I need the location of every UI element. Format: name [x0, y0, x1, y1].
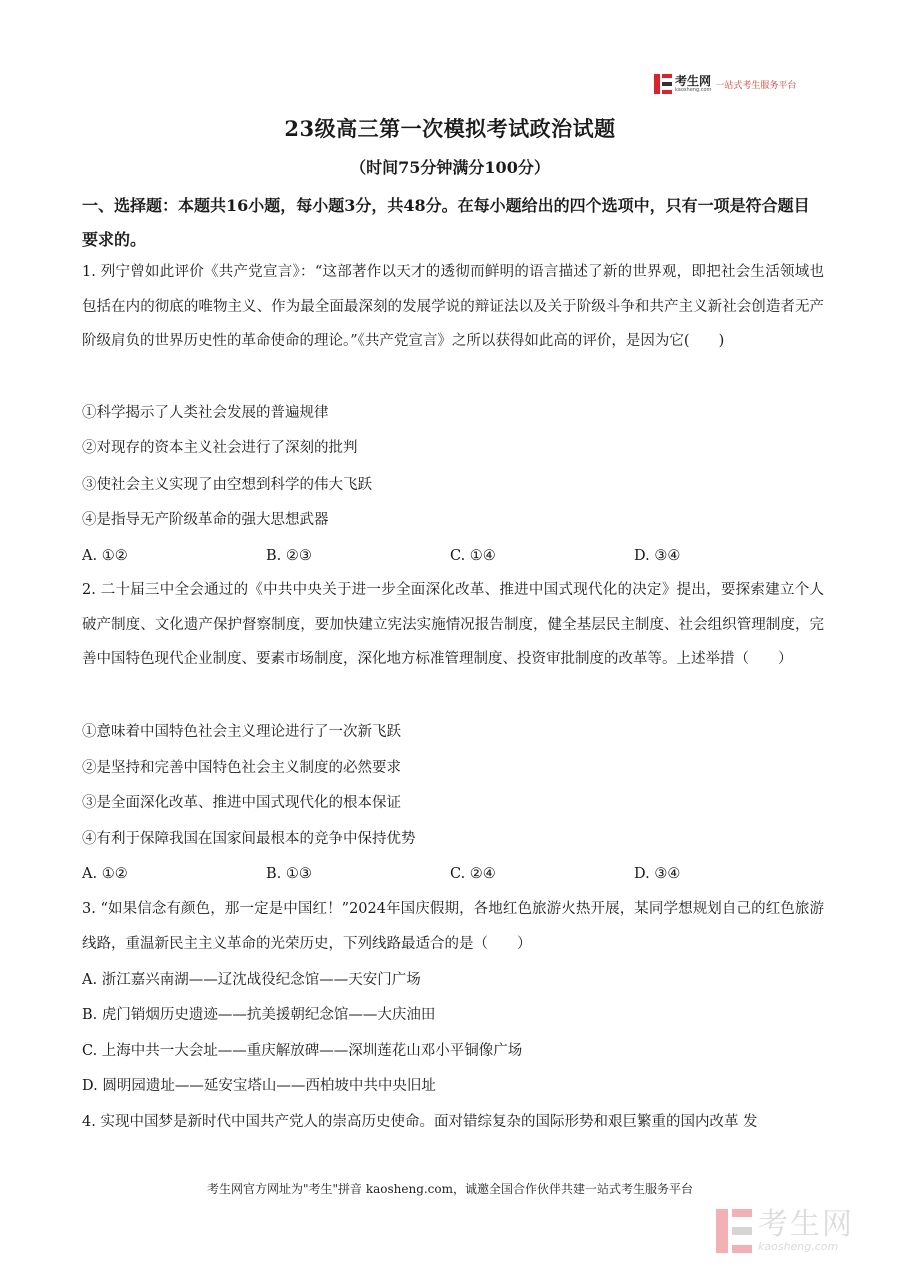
logo-slogan: 一站式考生服务平台: [715, 80, 797, 91]
question-1-item: ①科学揭示了人类社会发展的普遍规律: [82, 405, 329, 421]
question-2-option-d[interactable]: D. ③④: [634, 866, 681, 882]
question-3-option-d[interactable]: D. 圆明园遗址——延安宝塔山——西柏坡中共中央旧址: [82, 1078, 436, 1094]
question-1-item: ②对现存的资本主义社会进行了深刻的批判: [82, 440, 358, 456]
question-1-option-d[interactable]: D. ③④: [634, 548, 681, 564]
question-1-item: ④是指导无产阶级革命的强大思想武器: [82, 512, 329, 528]
section-heading: 一、选择题：本题共16小题，每小题3分，共48分。在每小题给出的四个选项中，只有一项是符合题目要求的。: [82, 196, 810, 249]
question-1-option-a[interactable]: A. ①②: [82, 548, 128, 564]
question-2-item: ②是坚持和完善中国特色社会主义制度的必然要求: [82, 760, 401, 776]
watermark-logo-icon: [716, 1209, 752, 1253]
question-2-item: ④有利于保障我国在国家间最根本的竞争中保持优势: [82, 831, 416, 847]
page-footer: 考生网官方网址为"考生"拼音 kaosheng.com，诚邀全国合作伙伴共建一站式考生服务平台: [206, 1182, 694, 1196]
question-2-item: ①意味着中国特色社会主义理论进行了一次新飞跃: [82, 724, 401, 740]
question-2-stem: 2. 二十届三中全会通过的《中共中央关于进一步全面深化改革、推进中国式现代化的决定》提出，要探索建立个人破产制度、文化遗产保护督察制度，要加快建立宪法实施情况报告制度，健全基层民主制度、社会组织管理制度，完善中国特色现代企业制度、要素市场制度，深化地方标准管理制度、投资审批制度的改革等。上述举措（ ）: [82, 582, 824, 667]
question-3-option-c[interactable]: C. 上海中共一大会址——重庆解放碑——深圳莲花山邓小平铜像广场: [82, 1043, 523, 1059]
question-1-stem: 1. 列宁曾如此评价《共产党宣言》：“这部著作以天才的透彻而鲜明的语言描述了新的世界观，即把社会生活领域也包括在内的彻底的唯物主义、作为最全面最深刻的发展学说的辩证法以及关于阶级斗争和共产主义新社会创造者无产阶级肩负的世界历史性的革命使命的理论。”《共产党宣言》之所以获得如此高的评价，是因为它( ): [82, 264, 824, 349]
question-3-option-a[interactable]: A. 浙江嘉兴南湖——辽沈战役纪念馆——天安门广场: [82, 972, 421, 988]
question-4-stem: 4. 实现中国梦是新时代中国共产党人的崇高历史使命。面对错综复杂的国际形势和艰巨繁重的国内改革 发: [82, 1114, 758, 1130]
logo-url: kaosheng.com: [675, 86, 712, 93]
watermark: [716, 1203, 886, 1259]
page-title: 23级高三第一次模拟考试政治试题: [284, 116, 616, 141]
question-1-item: ③使社会主义实现了由空想到科学的伟大飞跃: [82, 477, 372, 493]
logo-name: 考生网: [675, 73, 712, 88]
question-2-option-c[interactable]: C. ②④: [450, 866, 496, 882]
page-subtitle: （时间75分钟满分100分）: [350, 158, 550, 177]
question-2-item: ③是全面深化改革、推进中国式现代化的根本保证: [82, 795, 401, 811]
question-3-stem: 3. “如果信念有颜色，那一定是中国红！”2024年国庆假期，各地红色旅游火热开展，某同学想规划自己的红色旅游线路，重温新民主主义革命的光荣历史，下列线路最适合的是（ ）: [82, 901, 824, 952]
watermark-name: 考生网: [758, 1207, 854, 1242]
question-2-option-a[interactable]: A. ①②: [82, 866, 128, 882]
header-logo: [654, 72, 824, 96]
question-2-option-b[interactable]: B. ①③: [266, 866, 312, 882]
question-3-option-b[interactable]: B. 虎门销烟历史遗迹——抗美援朝纪念馆——大庆油田: [82, 1007, 436, 1023]
watermark-url: kaosheng.com: [758, 1240, 839, 1253]
question-1-option-b[interactable]: B. ②③: [266, 548, 312, 564]
kaosheng-logo-icon: [654, 74, 672, 94]
question-1-option-c[interactable]: C. ①④: [450, 548, 496, 564]
